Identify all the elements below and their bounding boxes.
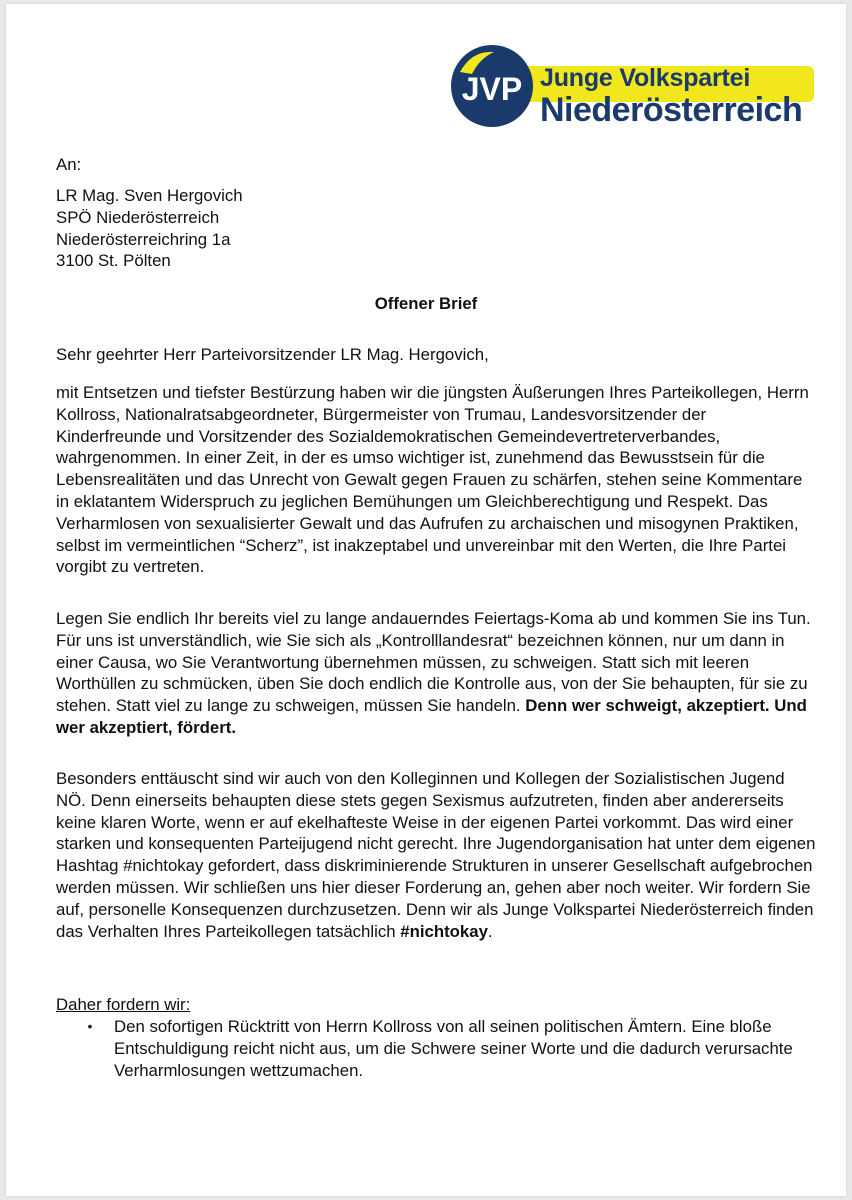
paragraph-2-emphasis: Denn wer schweigt, akzeptiert. Und wer akzeptiert, fördert.	[56, 696, 807, 737]
paragraph-3-end: .	[487, 921, 493, 941]
letter-page	[6, 4, 846, 1196]
address-line: LR Mag. Sven Hergovich	[56, 186, 243, 205]
jvp-logo	[444, 32, 824, 142]
recipient-label: An:	[56, 155, 82, 174]
paragraph-3-hashtag: #nichtokay	[400, 921, 488, 941]
recipient-address	[56, 185, 816, 272]
demands-heading: Daher fordern wir:	[56, 995, 191, 1014]
demand-text: Den sofortigen Rücktritt von Herrn Kollross von all seinen politischen Ämtern. Eine bloße Entschuldigung reicht nicht aus, um die Schwere seiner Worte und die dadurch verursachte Verharmlosungen wettzumachen.	[114, 1017, 793, 1080]
logo-brand-line2: Niederösterreich	[540, 91, 803, 129]
jvp-logo-mark	[450, 44, 534, 128]
paragraph-2-text: Legen Sie endlich Ihr bereits viel zu lange andauerndes Feiertags-Koma ab und kommen Sie ins Tun. Für uns ist unverständlich, wie Sie sich als „Kontrolllandesrat“ bezeichnen können, nur um dann in einer Causa, wo Sie Verantwortung übernehmen müssen, zu schweigen. Statt sich mit leeren Worthüllen zu schmücken, üben Sie doch endlich die Kontrolle aus, von der Sie behaupten, für sie zu stehen. Statt viel zu lange zu schweigen, müssen Sie handeln.	[56, 609, 811, 716]
salutation: Sehr geehrter Herr Parteivorsitzender LR Mag. Hergovich,	[56, 345, 489, 364]
logo-mark-text: JVP	[461, 71, 523, 107]
bullet-icon: •	[87, 1018, 93, 1034]
paragraph-1: mit Entsetzen und tiefster Bestürzung haben wir die jüngsten Äußerungen Ihres Parteikollegen, Herrn Kollross, Nationalratsabgeordneter, Bürgermeister von Trumau, Landesvorsitzender der Kinderfreunde und Vorsitzender des Sozialdemokratischen Gemeindevertreterverbandes, wahrgenommen. In einer Zeit, in der es umso wichtiger ist, zunehmend das Bewusstsein für die Lebensrealitäten und das Unrecht von Gewalt gegen Frauen zu schärfen, stehen seine Kommentare in eklatantem Widerspruch zu jeglichen Bemühungen um Gleichberechtigung und Respekt. Das Verharmlosen von sexualisierter Gewalt und das Aufrufen zu archaischen und misogynen Praktiken, selbst im vermeintlichen “Scherz”, ist inakzeptabel und unvereinbar mit den Werten, die Ihre Partei vorgibt zu vertreten.	[56, 383, 809, 577]
address-line: SPÖ Niederösterreich	[56, 207, 220, 227]
letter-title: Offener Brief	[374, 294, 478, 313]
logo-brand-line1: Junge Volkspartei	[540, 64, 751, 92]
address-line: Niederösterreichring 1a	[56, 229, 231, 249]
paragraph-3	[56, 768, 816, 942]
paragraph-2	[56, 608, 816, 739]
address-line: 3100 St. Pölten	[56, 251, 171, 271]
paragraph-3-text: Besonders enttäuscht sind wir auch von den Kolleginnen und Kollegen der Sozialistischen Jugend NÖ. Denn einerseits behaupten diese stets gegen Sexismus aufzutreten, finden aber andererseits keine klaren Worte, wenn er auf ekelhafteste Weise in der eigenen Partei vorkommt. Das wird einer starken und konsequenten Parteijugend nicht gerecht. Ihre Jugendorganisation hat unter dem eigenen Hashtag #nichtokay gefordert, dass diskriminierende Strukturen in unserer Gesellschaft aufgebrochen werden müssen. Wir schließen uns hier dieser Forderung an, gehen aber noch weiter. Wir fordern Sie auf, personelle Konsequenzen durchzusetzen. Denn wir als Junge Volkspartei Niederösterreich finden das Verhalten Ihres Parteikollegen tatsächlich	[56, 769, 816, 941]
